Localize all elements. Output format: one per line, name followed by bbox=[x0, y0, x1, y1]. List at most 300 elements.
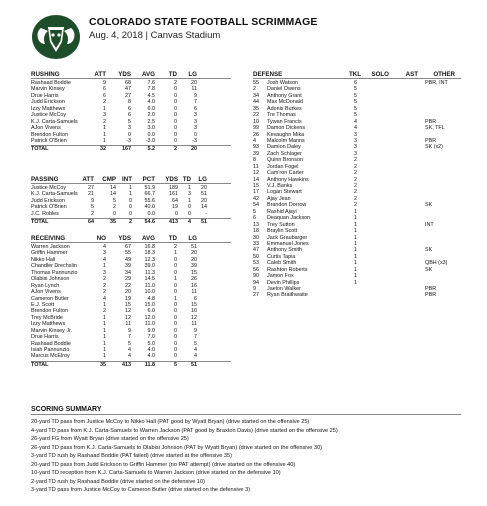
table-cell: 1 bbox=[103, 334, 106, 341]
table-cell: TD bbox=[168, 71, 177, 78]
table-cell: 66.7 bbox=[144, 191, 155, 198]
table-cell: Olabisi Johnson bbox=[31, 276, 70, 283]
table-cell: 3 bbox=[354, 150, 357, 157]
table-cell: Nikko Hall bbox=[31, 256, 56, 263]
table-cell: 12 bbox=[125, 314, 131, 321]
table-cell: 1 bbox=[103, 263, 106, 270]
table-cell: 20 bbox=[191, 80, 197, 86]
table-cell: 22 bbox=[125, 282, 131, 289]
table-cell: 3 bbox=[194, 112, 197, 119]
scoring-line: 2-yard TD rush by Rashaad Boddie (drive started on the defensive 10) bbox=[31, 478, 206, 485]
table-cell: 2 bbox=[113, 204, 116, 211]
table-cell: 0 bbox=[174, 99, 177, 106]
table-cell: 27 bbox=[253, 292, 259, 299]
table-cell: 16.8 bbox=[144, 244, 155, 250]
table-cell: 1 bbox=[354, 234, 357, 241]
rushing-table bbox=[31, 70, 231, 153]
table-cell: Marvin Kinsey bbox=[31, 86, 65, 93]
table-cell: - bbox=[205, 210, 207, 217]
table-cell: 35 bbox=[110, 219, 116, 226]
page-subtitle: Aug. 4, 2018 | Canvas Stadium bbox=[89, 30, 221, 41]
table-cell: 35 bbox=[100, 361, 106, 368]
scoring-line: 20-yard TD pass from Judd Erickson to Griffin Hammer (no PAT attempt) (drive started on the offensive 40) bbox=[31, 461, 296, 468]
table-cell: 1 bbox=[354, 260, 357, 267]
table-cell: 0 bbox=[188, 210, 191, 217]
table-cell: 2 bbox=[354, 157, 357, 164]
table-cell: 0 bbox=[174, 282, 177, 289]
table-cell: 20 bbox=[191, 146, 197, 153]
table-cell: 5 bbox=[174, 361, 177, 368]
table-cell: 2 bbox=[174, 80, 177, 86]
table-cell: 15 bbox=[125, 301, 131, 308]
table-cell: 5 bbox=[354, 92, 357, 99]
table-header bbox=[253, 70, 461, 79]
table-cell: 4.0 bbox=[147, 99, 155, 106]
table-cell: 51 bbox=[191, 361, 197, 368]
table-cell: 2.0 bbox=[147, 112, 155, 119]
table-cell: 1 bbox=[354, 208, 357, 215]
table-cell: 0 bbox=[174, 105, 177, 112]
table-cell: 4 bbox=[103, 295, 106, 302]
table-cell: 0 bbox=[129, 210, 132, 217]
table-cell: 0 bbox=[129, 204, 132, 211]
table-cell: 5 bbox=[113, 197, 116, 204]
table-cell: 0 bbox=[174, 112, 177, 119]
table-cell: 99 bbox=[253, 125, 259, 132]
table-cell: 51 bbox=[201, 219, 207, 226]
table-cell: 33 bbox=[253, 240, 259, 247]
scoring-line: 3-yard TD pass from Justice McCoy to Cameron Butler (drive started on the defensive 3) bbox=[31, 487, 251, 493]
table-cell: 1 bbox=[354, 247, 357, 254]
table-cell: 11.3 bbox=[144, 269, 155, 276]
table-cell: Trey Sutton bbox=[267, 221, 295, 228]
table-cell: K.J. Carta-Samuels bbox=[31, 191, 78, 198]
table-cell: 18.3 bbox=[144, 250, 155, 257]
table-cell: 6 bbox=[194, 295, 197, 302]
table-cell: Caleb Smith bbox=[267, 260, 297, 267]
table-cell: Ajay Jean bbox=[267, 195, 291, 202]
table-cell: 5 bbox=[354, 99, 357, 106]
table-cell: 64 bbox=[172, 197, 178, 204]
table-cell: 4.0 bbox=[147, 347, 155, 353]
table-cell: 0 bbox=[174, 321, 177, 328]
table-cell: 7.8 bbox=[147, 86, 155, 93]
table-cell: ATT bbox=[82, 176, 94, 183]
table-cell: 0 bbox=[174, 263, 177, 270]
table-cell: 21 bbox=[88, 191, 94, 198]
table-cell: 4 bbox=[354, 118, 357, 125]
table-cell: 51 bbox=[191, 244, 197, 250]
table-cell: 64 bbox=[88, 219, 94, 226]
table-cell: PASSING bbox=[31, 176, 59, 183]
table-cell: 2 bbox=[103, 308, 106, 315]
table-cell: LG bbox=[188, 235, 197, 242]
table-cell: SK (x2) bbox=[425, 144, 443, 151]
receiving-row bbox=[31, 353, 231, 359]
table-cell: 6 bbox=[103, 92, 106, 99]
passing-row bbox=[31, 211, 231, 217]
scoring-line: 26-yard TD pass from K.J. Carta-Samuels to Olabisi Johnson (PAT by Wyatt Bryan) (drive started on the offensive 30) bbox=[31, 444, 323, 451]
table-cell: 90 bbox=[253, 273, 259, 280]
table-cell: 13 bbox=[253, 221, 259, 228]
table-cell: Brandon Dorrow bbox=[267, 202, 307, 209]
table-cell: 11.0 bbox=[144, 321, 155, 328]
table-cell: LG bbox=[198, 176, 207, 183]
table-cell: 0 bbox=[113, 210, 116, 217]
table-cell: 0.0 bbox=[147, 131, 155, 138]
table-cell: Drue Harris bbox=[31, 92, 59, 99]
table-cell: Judd Erickson bbox=[31, 99, 65, 106]
table-cell: INT bbox=[122, 176, 132, 183]
table-cell: 2 bbox=[354, 170, 357, 177]
table-cell: 54.6 bbox=[144, 219, 155, 226]
table-cell: 6 bbox=[194, 105, 197, 112]
table-cell: 49 bbox=[125, 256, 131, 263]
scoring-summary bbox=[31, 418, 471, 495]
table-cell: 0 bbox=[174, 92, 177, 99]
table-cell: Chandler Drechslin bbox=[31, 263, 77, 270]
table-cell: 8 bbox=[128, 99, 131, 106]
table-cell: 1 bbox=[103, 353, 106, 360]
table-cell: 1 bbox=[174, 295, 177, 302]
table-cell: 39 bbox=[125, 263, 131, 270]
table-cell: -3 bbox=[126, 137, 131, 144]
table-cell: 16 bbox=[191, 282, 197, 289]
table-cell: TKL bbox=[348, 71, 361, 78]
table-cell: 44 bbox=[253, 99, 259, 106]
table-cell: 1 bbox=[354, 253, 357, 260]
table-cell: CMP bbox=[102, 176, 116, 183]
table-cell: 0 bbox=[174, 131, 177, 138]
table-cell: 10 bbox=[253, 118, 259, 125]
table-cell: Jack Graubarger bbox=[267, 234, 308, 241]
table-cell: 2 bbox=[103, 289, 106, 296]
table-cell: 27 bbox=[88, 185, 94, 191]
table-cell: Damion Daley bbox=[267, 144, 301, 151]
table-cell: Adonis Burkes bbox=[267, 105, 302, 112]
table-cell: Ryan Braithwaite bbox=[267, 292, 308, 299]
table-cell: 12.0 bbox=[144, 314, 155, 321]
table-cell: Deaquan Jackson bbox=[267, 215, 311, 222]
table-cell: 4 bbox=[128, 347, 131, 353]
table-cell: 1 bbox=[188, 185, 191, 191]
table-cell: 6 bbox=[103, 86, 106, 93]
table-cell: 0 bbox=[174, 86, 177, 93]
table-cell: Tywan Francis bbox=[267, 118, 302, 125]
table-cell: 2 bbox=[354, 202, 357, 209]
table-cell: 0 bbox=[175, 210, 178, 217]
table-cell: Patrick O'Brien bbox=[31, 137, 67, 144]
table-cell: YDS bbox=[165, 176, 178, 183]
table-cell: 0 bbox=[174, 308, 177, 315]
table-cell: 1 bbox=[354, 228, 357, 235]
table-cell: 11 bbox=[125, 321, 131, 328]
table-cell: 20 bbox=[125, 289, 131, 296]
table-cell: 1 bbox=[103, 340, 106, 347]
table-cell: 0 bbox=[174, 353, 177, 360]
table-cell: 5 bbox=[194, 340, 197, 347]
table-cell: AVG bbox=[142, 71, 155, 78]
table-cell: Trey McBride bbox=[31, 314, 63, 321]
table-cell: E.J. Scott bbox=[31, 301, 55, 308]
table-cell: -3 bbox=[192, 137, 197, 144]
table-cell: 1 bbox=[354, 273, 357, 280]
table-cell: 29 bbox=[125, 276, 131, 283]
table-cell: Rashid Ajayi bbox=[267, 208, 297, 215]
table-cell: Warren Jackson bbox=[31, 244, 70, 250]
table-cell: 7 bbox=[194, 334, 197, 341]
table-cell: 51.9 bbox=[144, 185, 155, 191]
table-cell: 0 bbox=[128, 131, 131, 138]
table-cell: QBH (x3) bbox=[425, 260, 448, 267]
table-cell: PBR bbox=[425, 118, 437, 125]
table-cell: 12 bbox=[191, 314, 197, 321]
table-cell: 50 bbox=[253, 253, 259, 260]
table-cell: 2 bbox=[174, 146, 177, 153]
table-cell: -3.0 bbox=[145, 137, 155, 144]
table-cell: 42 bbox=[253, 195, 259, 202]
table-cell: 14.5 bbox=[144, 276, 155, 283]
table-cell: 0 bbox=[174, 137, 177, 144]
table-cell: 1 bbox=[103, 137, 106, 144]
table-cell: 9 bbox=[194, 327, 197, 334]
table-cell: 2 bbox=[103, 282, 106, 289]
table-cell: 39 bbox=[253, 150, 259, 157]
table-cell: Anthony Grant bbox=[267, 92, 302, 99]
table-cell: AST bbox=[405, 71, 418, 78]
table-cell: Justice McCoy bbox=[31, 185, 67, 191]
table-cell: 3 bbox=[194, 125, 197, 132]
table-cell: 56 bbox=[253, 266, 259, 273]
table-cell: LG bbox=[188, 71, 197, 78]
table-cell: 7.0 bbox=[147, 334, 155, 341]
table-cell: 7 bbox=[128, 334, 131, 341]
table-cell: 54 bbox=[253, 202, 259, 209]
rushing-row bbox=[31, 138, 231, 144]
table-cell: 4 bbox=[188, 219, 191, 226]
table-cell: 2 bbox=[354, 189, 357, 196]
table-cell: 22 bbox=[253, 112, 259, 119]
table-cell: INT bbox=[425, 221, 434, 228]
table-cell: 11.8 bbox=[144, 361, 155, 368]
table-cell: YDS bbox=[118, 235, 131, 242]
table-cell: Cam'ron Carter bbox=[267, 170, 304, 177]
csu-ram-logo-icon bbox=[31, 14, 81, 60]
table-total bbox=[31, 361, 231, 369]
table-cell: Emmanuel Jones bbox=[267, 240, 309, 247]
scoring-summary-title: SCORING SUMMARY bbox=[31, 406, 461, 415]
table-cell: 5 bbox=[253, 208, 256, 215]
table-cell: 9 bbox=[128, 327, 131, 334]
table-cell: Rashaad Boddie bbox=[31, 80, 71, 86]
table-cell: 3 bbox=[128, 125, 131, 132]
table-cell: 11 bbox=[191, 321, 197, 328]
table-cell: 4 bbox=[103, 244, 106, 250]
table-cell: 1 bbox=[174, 276, 177, 283]
table-cell: 0 bbox=[194, 131, 197, 138]
table-cell: Brendon Fulton bbox=[31, 131, 68, 138]
table-cell: Rashton Roberts bbox=[267, 266, 308, 273]
table-cell: 5.2 bbox=[147, 146, 155, 153]
receiving-table bbox=[31, 234, 231, 368]
table-cell: 47 bbox=[125, 86, 131, 93]
table-cell: 11 bbox=[191, 86, 197, 93]
table-cell: SK bbox=[425, 202, 433, 209]
table-cell: Josh Watson bbox=[267, 80, 298, 86]
table-cell: 11.0 bbox=[144, 282, 155, 289]
table-cell: 32 bbox=[100, 146, 106, 153]
table-cell: 3 bbox=[103, 269, 106, 276]
table-cell: PBR bbox=[425, 292, 437, 299]
table-cell: 94 bbox=[253, 279, 259, 286]
table-cell: 1 bbox=[354, 221, 357, 228]
table-cell: Jordan Fogel bbox=[267, 163, 299, 170]
table-cell: 1 bbox=[129, 191, 132, 198]
table-total bbox=[31, 145, 231, 153]
table-cell: 20 bbox=[191, 256, 197, 263]
table-cell: Griffin Hammer bbox=[31, 250, 68, 257]
table-cell: 4.8 bbox=[147, 295, 155, 302]
table-cell: 26 bbox=[191, 276, 197, 283]
table-cell: 0 bbox=[174, 347, 177, 353]
table-header bbox=[31, 175, 231, 184]
table-cell: 4 bbox=[194, 347, 197, 353]
table-cell: 0 bbox=[174, 340, 177, 347]
table-cell: 413 bbox=[169, 219, 178, 226]
table-cell: 0 bbox=[129, 197, 132, 204]
table-cell: Thomas Pannunzio bbox=[31, 269, 78, 276]
table-cell: Brendon Fulton bbox=[31, 308, 68, 315]
table-cell: 2.5 bbox=[147, 118, 155, 125]
table-cell: Daniel Owens bbox=[267, 86, 301, 93]
scoring-line: 10-yard TD reception from K.J. Carta-Samuels to Warren Jackson (drive started on the defensive 10) bbox=[31, 470, 281, 476]
table-cell: OTHER bbox=[433, 71, 455, 78]
table-cell: Anthony Hawkins bbox=[267, 176, 309, 183]
table-cell: NO bbox=[96, 235, 106, 242]
table-cell: Zach Schlager bbox=[267, 150, 302, 157]
table-cell: 3 bbox=[354, 137, 357, 144]
table-cell: 6 bbox=[354, 80, 357, 86]
table-cell: 5 bbox=[354, 86, 357, 93]
table-cell: Damon Dickens bbox=[267, 125, 306, 132]
table-cell: 3 bbox=[354, 131, 357, 138]
table-cell: Cameron Butler bbox=[31, 295, 69, 302]
table-cell: 39 bbox=[191, 263, 197, 270]
table-cell: Izzy Matthews bbox=[31, 105, 66, 112]
table-cell: Curtis Tapia bbox=[267, 253, 296, 260]
table-cell: SK bbox=[425, 266, 433, 273]
table-cell: 93 bbox=[253, 144, 259, 151]
table-cell: K.J. Carta-Samuels bbox=[31, 118, 78, 125]
table-cell: 3 bbox=[103, 112, 106, 119]
table-header bbox=[31, 234, 231, 243]
defense-row bbox=[253, 292, 461, 298]
table-cell: 2 bbox=[103, 99, 106, 106]
table-cell: 55 bbox=[125, 250, 131, 257]
table-cell: Anthony Smith bbox=[267, 247, 303, 254]
table-cell: 8 bbox=[253, 157, 256, 164]
table-cell: 14 bbox=[110, 191, 116, 198]
table-cell: Max McDonald bbox=[267, 99, 303, 106]
table-cell: Malcolm Manns bbox=[267, 137, 305, 144]
table-cell: 0 bbox=[174, 289, 177, 296]
table-cell: 7 bbox=[194, 99, 197, 106]
table-cell: 0.0 bbox=[147, 210, 155, 217]
table-cell: 9 bbox=[103, 80, 106, 86]
table-cell: 2 bbox=[253, 86, 256, 93]
table-cell: 10.0 bbox=[144, 289, 155, 296]
table-cell: 12 bbox=[253, 170, 259, 177]
table-cell: 30 bbox=[253, 234, 259, 241]
table-cell: 4 bbox=[354, 125, 357, 132]
table-cell: 27 bbox=[125, 92, 131, 99]
table-cell: Tre Thomas bbox=[267, 112, 296, 119]
table-cell: 2 bbox=[354, 163, 357, 170]
table-cell: 1 bbox=[354, 215, 357, 222]
table-cell: 4.0 bbox=[147, 353, 155, 360]
table-cell: Isiah Pannunzio bbox=[31, 347, 70, 353]
table-cell: 20 bbox=[201, 197, 207, 204]
table-cell: 15 bbox=[191, 269, 197, 276]
scoring-line: 4-yard TD pass from K.J. Carta-Samuels to Warren Jackson (PAT good by Braxton Davis) (drive started on the offensive 25) bbox=[31, 427, 338, 434]
table-cell: 3 bbox=[103, 250, 106, 257]
table-cell: 0 bbox=[174, 256, 177, 263]
table-cell: 1 bbox=[103, 131, 106, 138]
table-cell: Devin Phillips bbox=[267, 279, 300, 286]
table-cell: 39.0 bbox=[144, 263, 155, 270]
table-cell: 2 bbox=[174, 244, 177, 250]
table-cell: 14 bbox=[201, 204, 207, 211]
defense-table bbox=[253, 70, 461, 299]
page-title: COLORADO STATE FOOTBALL SCRIMMAGE bbox=[89, 16, 318, 28]
table-cell: TOTAL bbox=[31, 361, 49, 368]
passing-table bbox=[31, 175, 231, 226]
table-cell: Ryan Lynch bbox=[31, 282, 60, 289]
table-cell: 5 bbox=[354, 105, 357, 112]
table-cell: 53 bbox=[253, 260, 259, 267]
table-cell: 17 bbox=[253, 189, 259, 196]
table-cell: 67 bbox=[125, 244, 131, 250]
table-cell: 51 bbox=[201, 191, 207, 198]
table-cell: 18 bbox=[253, 228, 259, 235]
table-cell: SOLO bbox=[371, 71, 389, 78]
table-cell: 12 bbox=[125, 308, 131, 315]
table-cell: J.C. Robles bbox=[31, 210, 59, 217]
table-cell: 15 bbox=[191, 301, 197, 308]
table-cell: 6.0 bbox=[147, 308, 155, 315]
table-cell: 4 bbox=[253, 137, 256, 144]
table-cell: 11 bbox=[191, 289, 197, 296]
table-cell: 1 bbox=[188, 197, 191, 204]
table-cell: TOTAL bbox=[31, 146, 49, 153]
table-cell: 0 bbox=[174, 269, 177, 276]
table-cell: 35 bbox=[253, 105, 259, 112]
table-cell: 7.6 bbox=[147, 80, 155, 86]
table-cell: RUSHING bbox=[31, 71, 60, 78]
table-cell: 1 bbox=[354, 240, 357, 247]
table-cell: 9.0 bbox=[147, 327, 155, 334]
table-cell: 6 bbox=[253, 215, 256, 222]
table-cell: 9 bbox=[253, 286, 256, 292]
table-cell: 2 bbox=[354, 195, 357, 202]
table-cell: ATT bbox=[94, 71, 106, 78]
table-cell: 1 bbox=[103, 301, 106, 308]
table-cell: 5 bbox=[91, 204, 94, 211]
table-cell: 1 bbox=[103, 125, 106, 132]
table-cell: 1 bbox=[103, 105, 106, 112]
table-cell: 1 bbox=[103, 327, 106, 334]
table-cell: 0 bbox=[174, 301, 177, 308]
